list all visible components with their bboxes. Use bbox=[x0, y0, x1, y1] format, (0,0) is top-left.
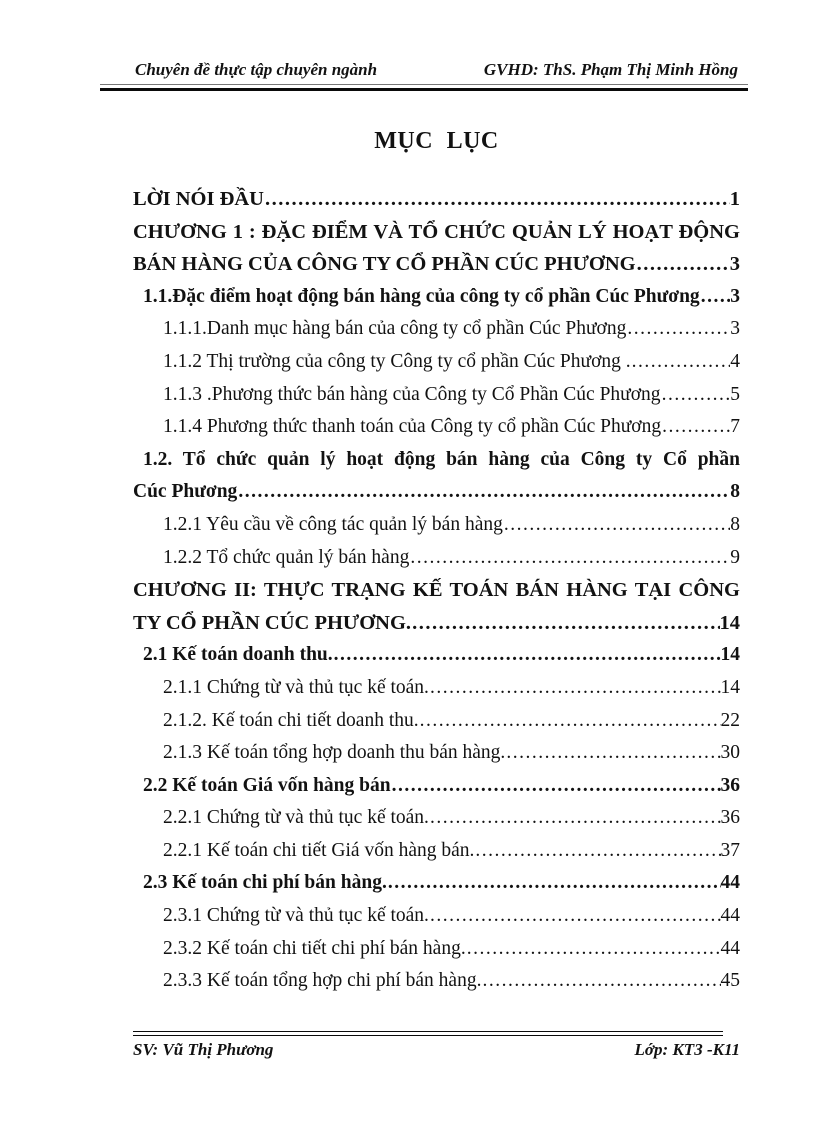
page-number: 44 bbox=[720, 937, 740, 959]
toc-line bbox=[133, 672, 740, 705]
page-number: 8 bbox=[730, 513, 740, 535]
dot-leader bbox=[264, 183, 730, 216]
toc-entry bbox=[133, 281, 740, 314]
toc-entry-text: 1.1.1.Danh mục hàng bán của công ty cổ phần Cúc Phương bbox=[163, 318, 627, 340]
toc-entry bbox=[133, 379, 740, 412]
toc-entry-text: 2.2.1 Chứng từ và thủ tục kế toán. bbox=[163, 807, 429, 829]
footer-text-row bbox=[133, 1040, 740, 1060]
dot-leader bbox=[429, 802, 721, 835]
toc-entry-text: 1.1.Đặc điểm hoạt động bán hàng của công ty cổ phần Cúc Phương bbox=[143, 285, 700, 307]
toc-entry bbox=[133, 802, 740, 835]
footer-rule bbox=[133, 1031, 723, 1036]
toc-entry-text: 2.3 Kế toán chi phí bán hàng. bbox=[143, 872, 387, 894]
page-number: 44 bbox=[720, 905, 740, 927]
dot-leader bbox=[631, 346, 731, 379]
toc-line bbox=[133, 411, 740, 444]
toc-entry bbox=[133, 346, 740, 379]
dot-leader bbox=[661, 379, 731, 412]
toc-line bbox=[133, 802, 740, 835]
toc-line bbox=[133, 705, 740, 738]
toc-entry bbox=[133, 411, 740, 444]
toc-entry-text: 2.1 Kế toán doanh thu. bbox=[143, 644, 333, 666]
page-number: 14 bbox=[720, 644, 740, 666]
toc-line bbox=[133, 639, 740, 672]
toc-entry-text: 2.2 Kế toán Giá vốn hàng bán bbox=[143, 774, 391, 796]
toc-line bbox=[133, 607, 740, 640]
page-number: 14 bbox=[720, 676, 740, 698]
toc bbox=[133, 183, 740, 998]
toc-entry bbox=[133, 933, 740, 966]
toc-entry-text: CHƯƠNG II: THỰC TRẠNG KẾ TOÁN BÁN HÀNG TẠI CÔNG bbox=[133, 579, 740, 602]
toc-line bbox=[133, 835, 740, 868]
page-footer bbox=[133, 1031, 740, 1060]
toc-entry-text: Cúc Phương bbox=[133, 481, 238, 503]
toc-entry-text: 2.3.2 Kế toán chi tiết chi phí bán hàng. bbox=[163, 937, 466, 959]
page-title: MỤC LỤC bbox=[374, 128, 499, 154]
toc-entry-text: 1.1.4 Phương thức thanh toán của Công ty cổ phần Cúc Phương bbox=[163, 416, 662, 438]
toc-entry-text: 1.1.2 Thị trường của công ty Công ty cổ phần Cúc Phương . bbox=[163, 350, 631, 372]
toc-entry-text: 1.2.2 Tổ chức quản lý bán hàng bbox=[163, 546, 410, 568]
page-number: 8 bbox=[730, 481, 740, 503]
toc-entry-text: 2.1.3 Kế toán tổng hợp doanh thu bán hàng. bbox=[163, 742, 506, 764]
page-number: 5 bbox=[730, 383, 740, 405]
toc-line bbox=[133, 248, 740, 281]
toc-entry bbox=[133, 509, 740, 542]
toc-line bbox=[133, 444, 740, 477]
toc-entry bbox=[133, 737, 740, 770]
dot-leader bbox=[661, 411, 730, 444]
dot-leader bbox=[626, 313, 730, 346]
toc-entry bbox=[133, 444, 740, 509]
dot-leader bbox=[387, 867, 721, 900]
toc-entry-text: 2.3.3 Kế toán tổng hợp chi phí bán hàng. bbox=[163, 970, 482, 992]
dot-leader bbox=[429, 672, 721, 705]
dot-leader bbox=[700, 281, 731, 314]
toc-entry bbox=[133, 672, 740, 705]
dot-leader bbox=[429, 900, 721, 933]
toc-entry bbox=[133, 770, 740, 803]
toc-entry-text: 2.1.2. Kế toán chi tiết doanh thu. bbox=[163, 709, 419, 731]
toc-line bbox=[133, 770, 740, 803]
toc-line bbox=[133, 737, 740, 770]
footer-class: Lớp: KT3 -K11 bbox=[634, 1040, 740, 1059]
toc-entry-text: BÁN HÀNG CỦA CÔNG TY CỔ PHẦN CÚC PHƯƠNG bbox=[133, 253, 636, 276]
dot-leader bbox=[419, 705, 721, 738]
toc-entry bbox=[133, 867, 740, 900]
toc-entry bbox=[133, 835, 740, 868]
toc-line bbox=[133, 346, 740, 379]
page-number: 1 bbox=[729, 188, 740, 210]
page-number: 4 bbox=[730, 350, 740, 372]
footer-student-name: SV: Vũ Thị Phương bbox=[133, 1040, 274, 1059]
dot-leader bbox=[409, 542, 730, 575]
toc-line bbox=[133, 183, 740, 216]
toc-entry bbox=[133, 183, 740, 216]
dot-leader bbox=[474, 835, 720, 868]
page-number: 37 bbox=[720, 839, 740, 861]
toc-line bbox=[133, 965, 740, 998]
toc-entry bbox=[133, 705, 740, 738]
toc-entry-text: CHƯƠNG 1 : ĐẶC ĐIỂM VÀ TỔ CHỨC QUẢN LÝ HOẠT ĐỘNG bbox=[133, 220, 740, 243]
dot-leader bbox=[481, 965, 720, 998]
dot-leader bbox=[503, 509, 730, 542]
toc-entry bbox=[133, 965, 740, 998]
dot-leader bbox=[466, 933, 721, 966]
toc-line bbox=[133, 476, 740, 509]
toc-line bbox=[133, 900, 740, 933]
page-number: 3 bbox=[729, 253, 740, 276]
toc-entry-text: 2.3.1 Chứng từ và thủ tục kế toán. bbox=[163, 905, 429, 927]
dot-leader bbox=[636, 248, 730, 281]
toc-entry bbox=[133, 542, 740, 575]
toc-entry-text: 1.2. Tổ chức quản lý hoạt động bán hàng của Công ty Cổ phần bbox=[143, 448, 740, 470]
page-number: 36 bbox=[720, 774, 740, 796]
page-number: 45 bbox=[720, 970, 740, 992]
toc-line bbox=[133, 509, 740, 542]
dot-leader bbox=[237, 476, 730, 509]
toc-entry bbox=[133, 900, 740, 933]
toc-entry-text: 1.2.1 Yêu cầu về công tác quản lý bán hàng bbox=[163, 513, 503, 535]
toc-entry-text: LỜI NÓI ĐẦU bbox=[133, 188, 264, 210]
toc-entry bbox=[133, 639, 740, 672]
toc-entry-text: TY CỔ PHẦN CÚC PHƯƠNG. bbox=[133, 611, 412, 634]
dot-leader bbox=[333, 639, 721, 672]
toc-line bbox=[133, 281, 740, 314]
toc-line bbox=[133, 933, 740, 966]
dot-leader bbox=[391, 770, 721, 803]
toc-entry bbox=[133, 313, 740, 346]
toc-line bbox=[133, 216, 740, 249]
page-number: 36 bbox=[720, 807, 740, 829]
header-course-title: Chuyên đề thực tập chuyên ngành bbox=[135, 60, 378, 79]
page-number: 9 bbox=[730, 546, 740, 568]
header-text-row bbox=[100, 60, 748, 84]
toc-line bbox=[133, 867, 740, 900]
header-supervisor: GVHD: ThS. Phạm Thị Minh Hồng bbox=[483, 60, 738, 79]
toc-line bbox=[133, 574, 740, 607]
toc-line bbox=[133, 542, 740, 575]
page-number: 3 bbox=[730, 318, 740, 340]
page-number: 14 bbox=[719, 611, 740, 634]
page-header bbox=[100, 60, 748, 91]
toc-entry-text: 2.2.1 Kế toán chi tiết Giá vốn hàng bán. bbox=[163, 839, 475, 861]
toc-line bbox=[133, 313, 740, 346]
page-number: 44 bbox=[720, 872, 740, 894]
page-number: 3 bbox=[730, 285, 740, 307]
toc-entry bbox=[133, 216, 740, 281]
toc-line bbox=[133, 379, 740, 412]
dot-leader bbox=[505, 737, 720, 770]
header-rule bbox=[100, 84, 748, 91]
toc-entry-text: 1.1.3 .Phương thức bán hàng của Công ty Cổ Phần Cúc Phương bbox=[163, 383, 661, 405]
dot-leader bbox=[411, 607, 719, 640]
page-number: 7 bbox=[730, 416, 740, 438]
page-number: 22 bbox=[720, 709, 740, 731]
page-number: 30 bbox=[720, 742, 740, 764]
toc-entry bbox=[133, 574, 740, 639]
toc-entry-text: 2.1.1 Chứng từ và thủ tục kế toán. bbox=[163, 676, 429, 698]
